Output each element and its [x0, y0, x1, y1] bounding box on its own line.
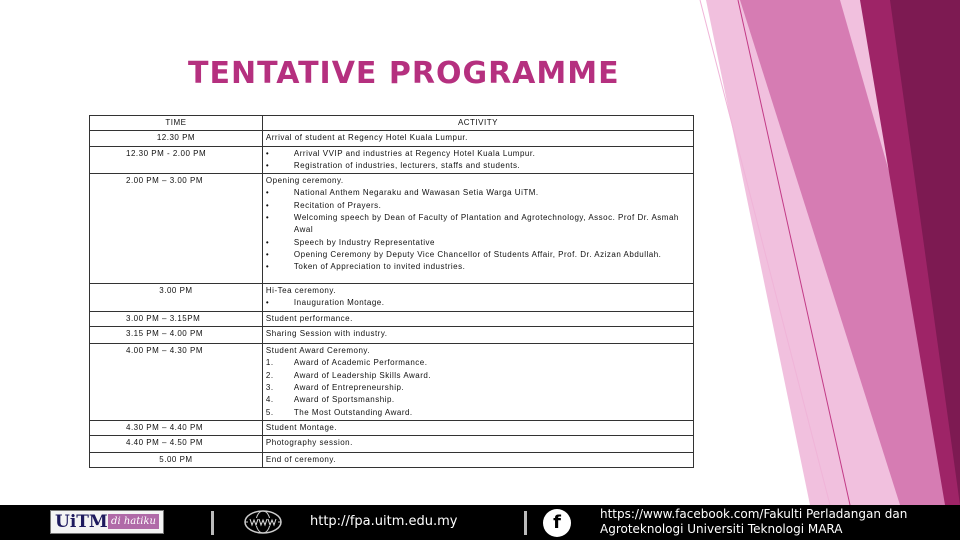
- activity-list-item: [266, 382, 690, 394]
- activity-list-item: [266, 261, 690, 273]
- activity-text: Award of Sportsmanship.: [293, 395, 395, 405]
- row-time: 2.00 PM – 3.00 PM: [90, 174, 263, 284]
- activity-text: End of ceremony.: [265, 455, 337, 465]
- activity-text: Recitation of Prayers.: [293, 200, 382, 210]
- row-activity: [262, 453, 693, 468]
- activity-text: Speech by Industry Representative: [293, 237, 435, 247]
- list-number: 2.: [265, 370, 274, 380]
- activity-list-item: [266, 407, 690, 419]
- activity-text: Registration of industries, lecturers, staffs and students.: [293, 160, 521, 170]
- row-time: 12.30 PM: [90, 131, 263, 146]
- row-time: 3.15 PM – 4.00 PM: [90, 327, 263, 344]
- table-row: [90, 436, 694, 453]
- footer-bar: [0, 505, 960, 540]
- activity-text: Award of Leadership Skills Award.: [293, 370, 432, 380]
- list-number: 4.: [265, 395, 274, 405]
- row-activity: [262, 284, 693, 312]
- facebook-link-line: https://www.facebook.com/Fakulti Perladangan dan: [600, 507, 908, 521]
- table-row: [90, 327, 694, 344]
- activity-list-item: [266, 357, 690, 369]
- bullet-icon: •: [265, 298, 270, 308]
- activity-list-item: [266, 148, 690, 160]
- activity-list-item: [266, 249, 690, 261]
- bullet-icon: •: [265, 188, 270, 198]
- bullet-icon: •: [265, 148, 270, 158]
- globe-www-icon: [243, 509, 283, 535]
- header-time: TIME: [90, 116, 263, 131]
- row-time: 4.40 PM – 4.50 PM: [90, 436, 263, 453]
- activity-text: National Anthem Negaraku and Wawasan Setia Warga UiTM.: [293, 188, 539, 198]
- activity-text: Award of Entrepreneurship.: [293, 382, 405, 392]
- activity-text: Hi-Tea ceremony.: [265, 286, 336, 296]
- activity-list-item: [266, 212, 690, 237]
- table-header-row: [90, 116, 694, 131]
- facebook-link-line: Agroteknologi Universiti Teknologi MARA: [600, 522, 843, 536]
- row-time: 12.30 PM - 2.00 PM: [90, 146, 263, 174]
- activity-list-item: [266, 160, 690, 172]
- list-number: 1.: [265, 358, 274, 368]
- activity-text: Opening ceremony.: [265, 176, 344, 186]
- activity-text: Welcoming speech by Dean of Faculty of Plantation and Agrotechnology, Assoc. Prof Dr. Asmah Awal: [293, 213, 679, 235]
- row-activity: [262, 420, 693, 435]
- activity-list-item: [266, 237, 690, 249]
- activity-text: Opening Ceremony by Deputy Vice Chancellor of Students Affair, Prof. Dr. Azizan Abdullah.: [293, 249, 662, 259]
- row-time: 3.00 PM – 3.15PM: [90, 311, 263, 326]
- activity-text: Award of Academic Performance.: [293, 358, 428, 368]
- table-row: [90, 284, 694, 312]
- activity-text: Arrival of student at Regency Hotel Kuala Lumpur.: [265, 133, 468, 143]
- row-activity: [262, 327, 693, 344]
- activity-text: The Most Outstanding Award.: [293, 407, 413, 417]
- activity-list-item: [266, 297, 690, 309]
- header-activity: ACTIVITY: [262, 116, 693, 131]
- activity-text: Student Montage.: [265, 422, 338, 432]
- table-row: [90, 420, 694, 435]
- activity-list-item: [266, 200, 690, 212]
- bullet-icon: •: [265, 160, 270, 170]
- facebook-link[interactable]: [600, 507, 907, 537]
- row-time: 4.30 PM – 4.40 PM: [90, 420, 263, 435]
- website-link[interactable]: http://fpa.uitm.edu.my: [310, 514, 458, 529]
- table-row: [90, 453, 694, 468]
- bullet-icon: •: [265, 262, 270, 272]
- programme-table: [89, 115, 694, 468]
- activity-text: Student performance.: [265, 313, 353, 323]
- activity-list-item: [266, 394, 690, 406]
- row-activity: [262, 174, 693, 284]
- list-number: 5.: [265, 407, 274, 417]
- table-row: [90, 131, 694, 146]
- table-row: [90, 146, 694, 174]
- activity-text: Sharing Session with industry.: [265, 329, 388, 339]
- activity-text: Student Award Ceremony.: [265, 346, 371, 356]
- row-activity: [262, 311, 693, 326]
- row-time: 4.00 PM – 4.30 PM: [90, 344, 263, 421]
- activity-text: Arrival VVIP and industries at Regency Hotel Kuala Lumpur.: [293, 148, 536, 158]
- footer-separator: [211, 511, 214, 535]
- bullet-icon: •: [265, 200, 270, 210]
- page-title: TENTATIVE PROGRAMME: [188, 56, 620, 91]
- row-activity: [262, 146, 693, 174]
- footer-separator: [524, 511, 527, 535]
- table-row: [90, 311, 694, 326]
- activity-text: Photography session.: [265, 438, 353, 448]
- row-time: 5.00 PM: [90, 453, 263, 468]
- bullet-icon: •: [265, 213, 270, 223]
- bullet-icon: •: [265, 237, 270, 247]
- list-number: 3.: [265, 382, 274, 392]
- row-activity: [262, 344, 693, 421]
- table-row: [90, 344, 694, 421]
- bullet-icon: •: [265, 249, 270, 259]
- table-row: [90, 174, 694, 284]
- activity-text: Inauguration Montage.: [293, 298, 385, 308]
- activity-list-item: [266, 370, 690, 382]
- row-activity: [262, 436, 693, 453]
- logo-text: UiTM: [55, 512, 108, 532]
- logo-tagline: di hatiku: [108, 514, 159, 529]
- uitm-logo: [50, 510, 164, 534]
- activity-text: Token of Appreciation to invited industries.: [293, 262, 466, 272]
- row-activity: [262, 131, 693, 146]
- activity-list-item: [266, 187, 690, 199]
- facebook-icon[interactable]: f: [543, 509, 571, 537]
- row-time: 3.00 PM: [90, 284, 263, 312]
